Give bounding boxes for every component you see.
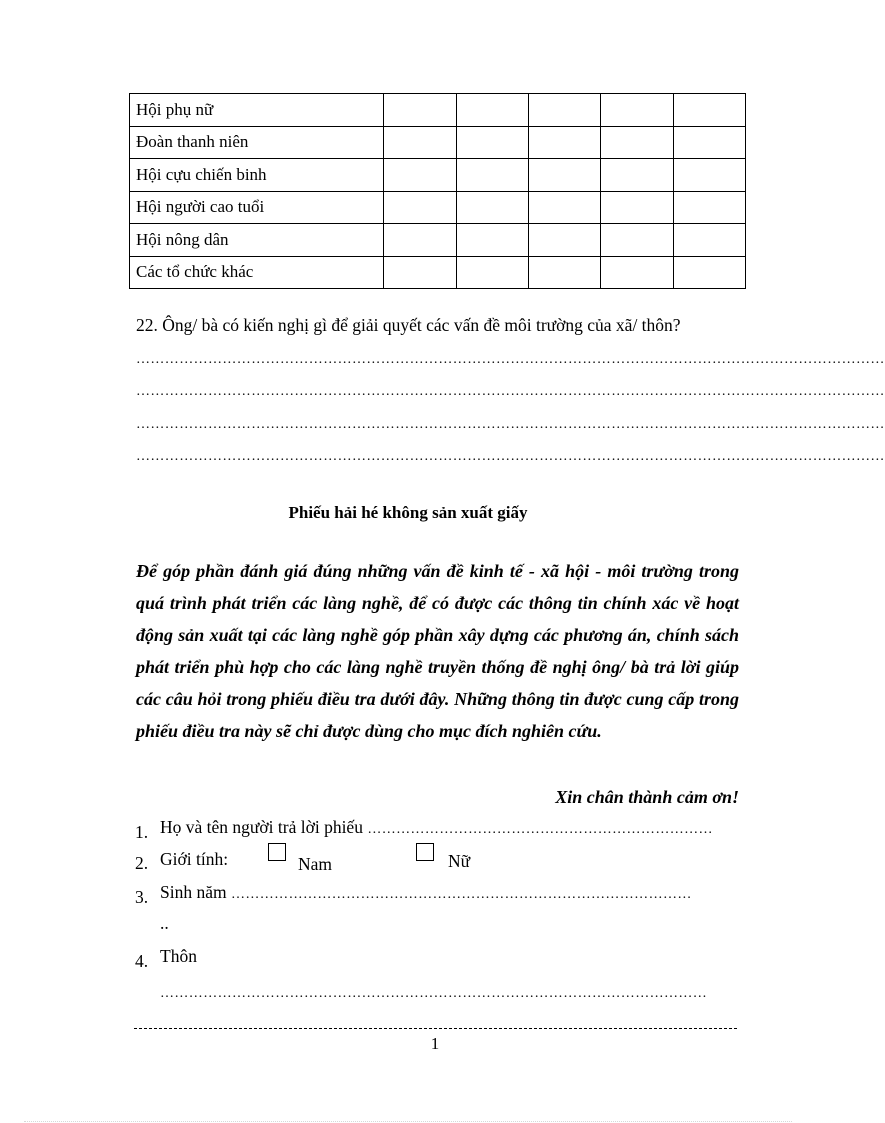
birth-year-continuation: .. <box>160 913 169 933</box>
table-row <box>130 159 746 192</box>
table-cell[interactable] <box>528 94 600 127</box>
table-row <box>130 94 746 127</box>
table-cell[interactable] <box>601 191 673 224</box>
table-cell[interactable] <box>384 126 456 159</box>
organization-table <box>129 93 746 289</box>
table-cell[interactable] <box>384 191 456 224</box>
table-cell[interactable] <box>673 94 745 127</box>
name-answer-line[interactable]: ……………………………………………………………… <box>367 822 713 837</box>
table-cell[interactable] <box>673 224 745 257</box>
table-cell[interactable] <box>601 126 673 159</box>
answer-line: ………………………………………………………………………………………………………………………………………… <box>136 384 885 399</box>
table-cell[interactable] <box>673 256 745 289</box>
answer-line: ………………………………………………………………………………………………………………………………………… <box>136 417 885 432</box>
question-22: 22. Ông/ bà có kiến nghị gì để giải quyết các vấn đề môi trường của xã/ thôn? <box>136 315 681 335</box>
table-cell[interactable] <box>601 224 673 257</box>
gender-label: Giới tính: <box>160 849 229 869</box>
table-cell[interactable] <box>456 94 528 127</box>
birth-year-answer-line[interactable]: …………………………………………………………………………………… <box>230 887 692 902</box>
item-2-number: 2. <box>135 853 149 873</box>
footer-divider <box>134 1028 737 1029</box>
table-row <box>130 256 746 289</box>
item-3 <box>160 882 738 903</box>
table-cell[interactable] <box>384 224 456 257</box>
table-cell[interactable] <box>456 191 528 224</box>
table-cell[interactable] <box>456 256 528 289</box>
table-cell[interactable] <box>456 126 528 159</box>
item-1 <box>160 817 738 838</box>
village-dots: …………………………………………………………………………………………………… <box>160 986 708 1001</box>
table-cell[interactable] <box>456 224 528 257</box>
table-row <box>130 224 746 257</box>
gender-female-checkbox[interactable] <box>416 843 434 861</box>
item-3-number: 3. <box>135 887 149 907</box>
table-row <box>130 191 746 224</box>
table-cell[interactable] <box>601 159 673 192</box>
organization-name: Hội cựu chiến binh <box>130 159 384 192</box>
table-cell[interactable] <box>528 159 600 192</box>
name-label: Họ và tên người trả lời phiếu <box>160 817 363 837</box>
page-number: 1 <box>430 1034 440 1053</box>
table-cell[interactable] <box>384 94 456 127</box>
table-cell[interactable] <box>384 159 456 192</box>
table-cell[interactable] <box>673 191 745 224</box>
table-cell[interactable] <box>601 256 673 289</box>
item-4-number: 4. <box>135 951 149 971</box>
gender-female-label: Nữ <box>448 851 471 871</box>
table-cell[interactable] <box>384 256 456 289</box>
gender-male-label: Nam <box>298 854 333 874</box>
table-cell[interactable] <box>528 126 600 159</box>
table-cell[interactable] <box>528 256 600 289</box>
organization-name: Hội phụ nữ <box>130 94 384 127</box>
page-edge <box>24 1121 792 1122</box>
table-cell[interactable] <box>528 224 600 257</box>
intro-paragraph: Để góp phần đánh giá đúng những vấn đề kinh tế - xã hội - môi trường trong quá trình phát triển các làng nghề, để có được các thông tin chính xác về hoạt động sản xuất tại các làng nghề góp phần xây dựng các phương án, chính sách phát triển phù hợp cho các làng nghề truyền thống đề nghị ông/ bà trả lời giúp các câu hỏi trong phiếu điều tra dưới đây. Những thông tin được cung cấp trong phiếu điều tra này sẽ chỉ được dùng cho mục đích nghiên cứu. <box>136 561 739 741</box>
table-cell[interactable] <box>601 94 673 127</box>
item-1-number: 1. <box>135 822 149 842</box>
organization-name: Đoàn thanh niên <box>130 126 384 159</box>
form-title: Phiếu hải hé không sản xuất giấy <box>288 503 528 522</box>
table-cell[interactable] <box>528 191 600 224</box>
birth-year-label: Sinh năm <box>160 882 227 902</box>
answer-line: ………………………………………………………………………………………………………………………………………… <box>136 449 885 464</box>
thanks-line: Xin chân thành cảm ơn! <box>555 787 739 807</box>
table-cell[interactable] <box>673 159 745 192</box>
organization-name: Hội nông dân <box>130 224 384 257</box>
gender-male-checkbox[interactable] <box>268 843 286 861</box>
village-label: Thôn <box>160 946 197 966</box>
organization-name: Các tổ chức khác <box>130 256 384 289</box>
table-row <box>130 126 746 159</box>
table-cell[interactable] <box>456 159 528 192</box>
organization-name: Hội người cao tuổi <box>130 191 384 224</box>
village-answer-line[interactable] <box>160 981 708 1002</box>
table-cell[interactable] <box>673 126 745 159</box>
answer-line: ………………………………………………………………………………………………………………………………………… <box>136 352 885 367</box>
